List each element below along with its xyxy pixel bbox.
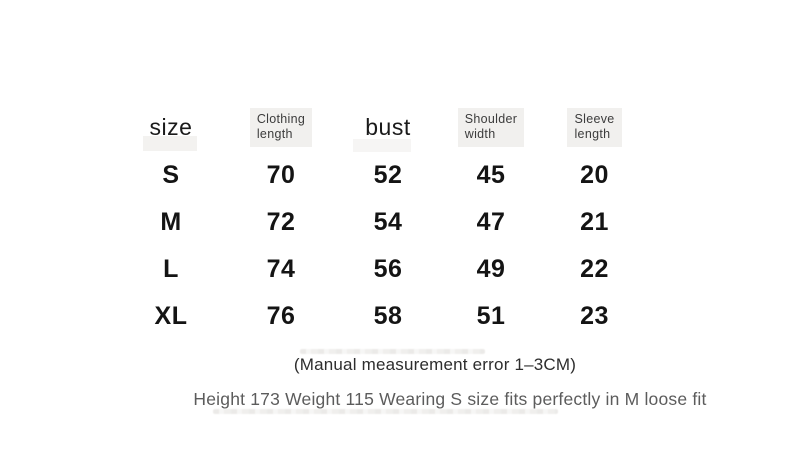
header-bust-label: bust <box>365 113 411 140</box>
table-row-l-size-cell: L <box>163 255 179 283</box>
table-row-m-sleeve-length-cell: 21 <box>580 208 609 236</box>
table-row-xl-bust-cell: 58 <box>373 302 403 330</box>
header-size-label: size <box>149 113 193 140</box>
table-row-m-shoulder-width-cell: 47 <box>476 208 506 236</box>
table-row-l-clothing-length-cell: 74 <box>266 255 296 283</box>
header-size <box>118 102 224 152</box>
table-row-xl-size-cell: XL <box>154 302 188 330</box>
header-bust <box>338 102 438 152</box>
table-row-m-bust-cell: 54 <box>373 208 403 236</box>
table-row-m-clothing-length-cell: 72 <box>266 208 296 236</box>
table-row-s-clothing-length-cell: 70 <box>266 161 296 189</box>
faded-text-artifact-bottom <box>213 409 558 414</box>
header-clothing-length <box>224 102 338 152</box>
table-row-s-size-cell: S <box>162 161 180 189</box>
table-row-s-bust-cell: 52 <box>373 161 403 189</box>
table-row-m-size-cell: M <box>160 208 182 236</box>
header-clothing-length-label: Clothing length <box>250 108 312 147</box>
table-row-l-bust-cell: 56 <box>373 255 403 283</box>
header-shoulder-width <box>438 102 544 152</box>
table-row-xl-shoulder-width-cell: 51 <box>476 302 506 330</box>
model-fit-note: Height 173 Weight 115 Wearing S size fits perfectly in M loose fit <box>193 389 707 409</box>
header-sleeve-length-label: Sleeve length <box>567 108 621 147</box>
size-table <box>118 102 645 340</box>
measurement-error-note: (Manual measurement error 1–3CM) <box>293 355 577 374</box>
header-shoulder-width-label: Shoulder width <box>458 108 524 147</box>
header-sleeve-length <box>544 102 645 152</box>
table-row-l-sleeve-length-cell: 22 <box>580 255 609 283</box>
faded-text-artifact-top <box>300 349 485 354</box>
table-row-s-sleeve-length-cell: 20 <box>580 161 609 189</box>
table-row-s-shoulder-width-cell: 45 <box>476 161 506 189</box>
table-row-xl-clothing-length-cell: 76 <box>266 302 296 330</box>
table-row-xl-sleeve-length-cell: 23 <box>580 302 609 330</box>
table-row-l-shoulder-width-cell: 49 <box>476 255 506 283</box>
